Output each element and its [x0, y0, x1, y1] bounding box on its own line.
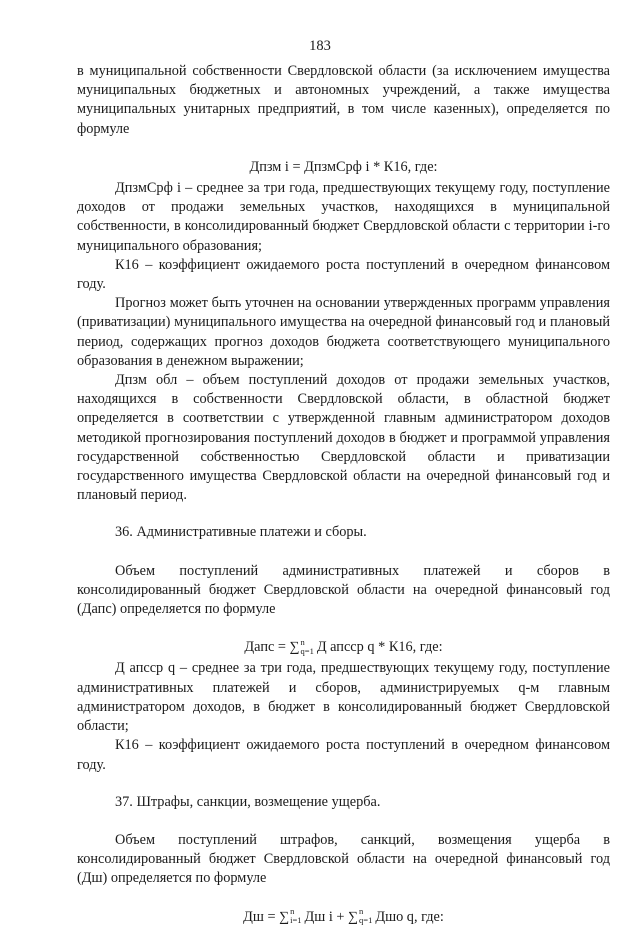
summation-symbol-1 — [279, 908, 304, 927]
formula-daps-lhs: Дапс = — [244, 639, 290, 656]
paragraph-k16-definition-2: К16 – коэффициент ожидаемого роста поступлений в очередном финансовом году. — [77, 737, 610, 773]
sum-upper-limit: n — [290, 906, 295, 917]
summation-symbol-2 — [348, 908, 375, 927]
sigma-icon: ∑ — [348, 909, 359, 925]
section-heading-37: 37. Штрафы, санкции, возмещение ущерба. — [115, 793, 381, 810]
sigma-icon: ∑ — [289, 640, 300, 656]
formula-dsh — [77, 908, 610, 927]
formula-daps-rhs: Д апсср q * К16, где: — [316, 639, 443, 656]
sum-upper-limit: n — [359, 906, 364, 917]
formula-dpzm: Дпзм i = ДпзмСрф i * К16, где: — [249, 158, 438, 175]
sum-lower-limit: q=1 — [359, 915, 373, 926]
formula-daps — [77, 638, 610, 657]
summation-symbol — [290, 638, 317, 657]
page-number: 183 — [309, 38, 331, 54]
section-heading-36: 36. Административные платежи и сборы. — [115, 524, 367, 541]
paragraph-daps-intro: Объем поступлений административных платежей и сборов в консолидированный бюджет Свердловской области на очередной финансовый год (Дапс) определяется по формуле — [77, 562, 610, 618]
paragraph-intro: в муниципальной собственности Свердловской области (за исключением имущества муниципальных бюджетных и автономных учреждений, а также имущества муниципальных унитарных предприятий, в том числе казенных), определяется по формуле — [77, 63, 610, 137]
paragraph-dapssr-definition: Д апсср q – среднее за три года, предшествующих текущему году, поступление административных платежей и сборов, администрируемых q-м главным администратором доходов, в бюджет в консолидированный бюджет Свердловской области; — [77, 660, 610, 735]
paragraph-forecast-note: Прогноз может быть уточнен на основании утвержденных программ управления (приватизации) муниципального имущества на очередной финансовый год и плановый период, содержащих прогноз доходов бюджета соответствующего муниципального образования в денежном выражении; — [77, 295, 610, 369]
document-body — [77, 62, 610, 929]
sum-lower-limit: q=1 — [300, 646, 314, 656]
formula-dsh-lhs: Дш = — [243, 908, 280, 925]
sigma-icon: ∑ — [279, 909, 290, 925]
sum-lower-limit: i=1 — [290, 915, 302, 926]
paragraph-dpzmsrf-definition: ДпзмСрф i – среднее за три года, предшествующих текущему году, поступление доходов от продажи земельных участков, находящихся в муниципальной собственности, в консолидированный бюджет Свердловской области с территории i-го муниципального образования; — [77, 180, 610, 254]
formula-dsh-middle: Дш i + — [304, 908, 349, 925]
paragraph-k16-definition: К16 – коэффициент ожидаемого роста поступлений в очередном финансовом году. — [77, 256, 610, 293]
sum-upper-limit: n — [300, 637, 305, 647]
formula-dsh-rhs: Дшо q, где: — [375, 908, 444, 925]
paragraph-dpzm-obl-definition: Дпзм обл – объем поступлений доходов от продажи земельных участков, находящихся в собственности Свердловской области, в областной бюджет определяется в соответствии с утвержденной главным администратором доходов методикой прогнозирования поступлений доходов в бюджет и программой управления государственной собственностью Свердловской области и приватизации государственного имущества Свердловской области на очередной финансовый год и плановый период. — [77, 372, 610, 504]
paragraph-dsh-intro: Объем поступлений штрафов, санкций, возмещения ущерба в консолидированный бюджет Свердловской области на очередной финансовый год (Дш) определяется по формуле — [77, 831, 610, 887]
